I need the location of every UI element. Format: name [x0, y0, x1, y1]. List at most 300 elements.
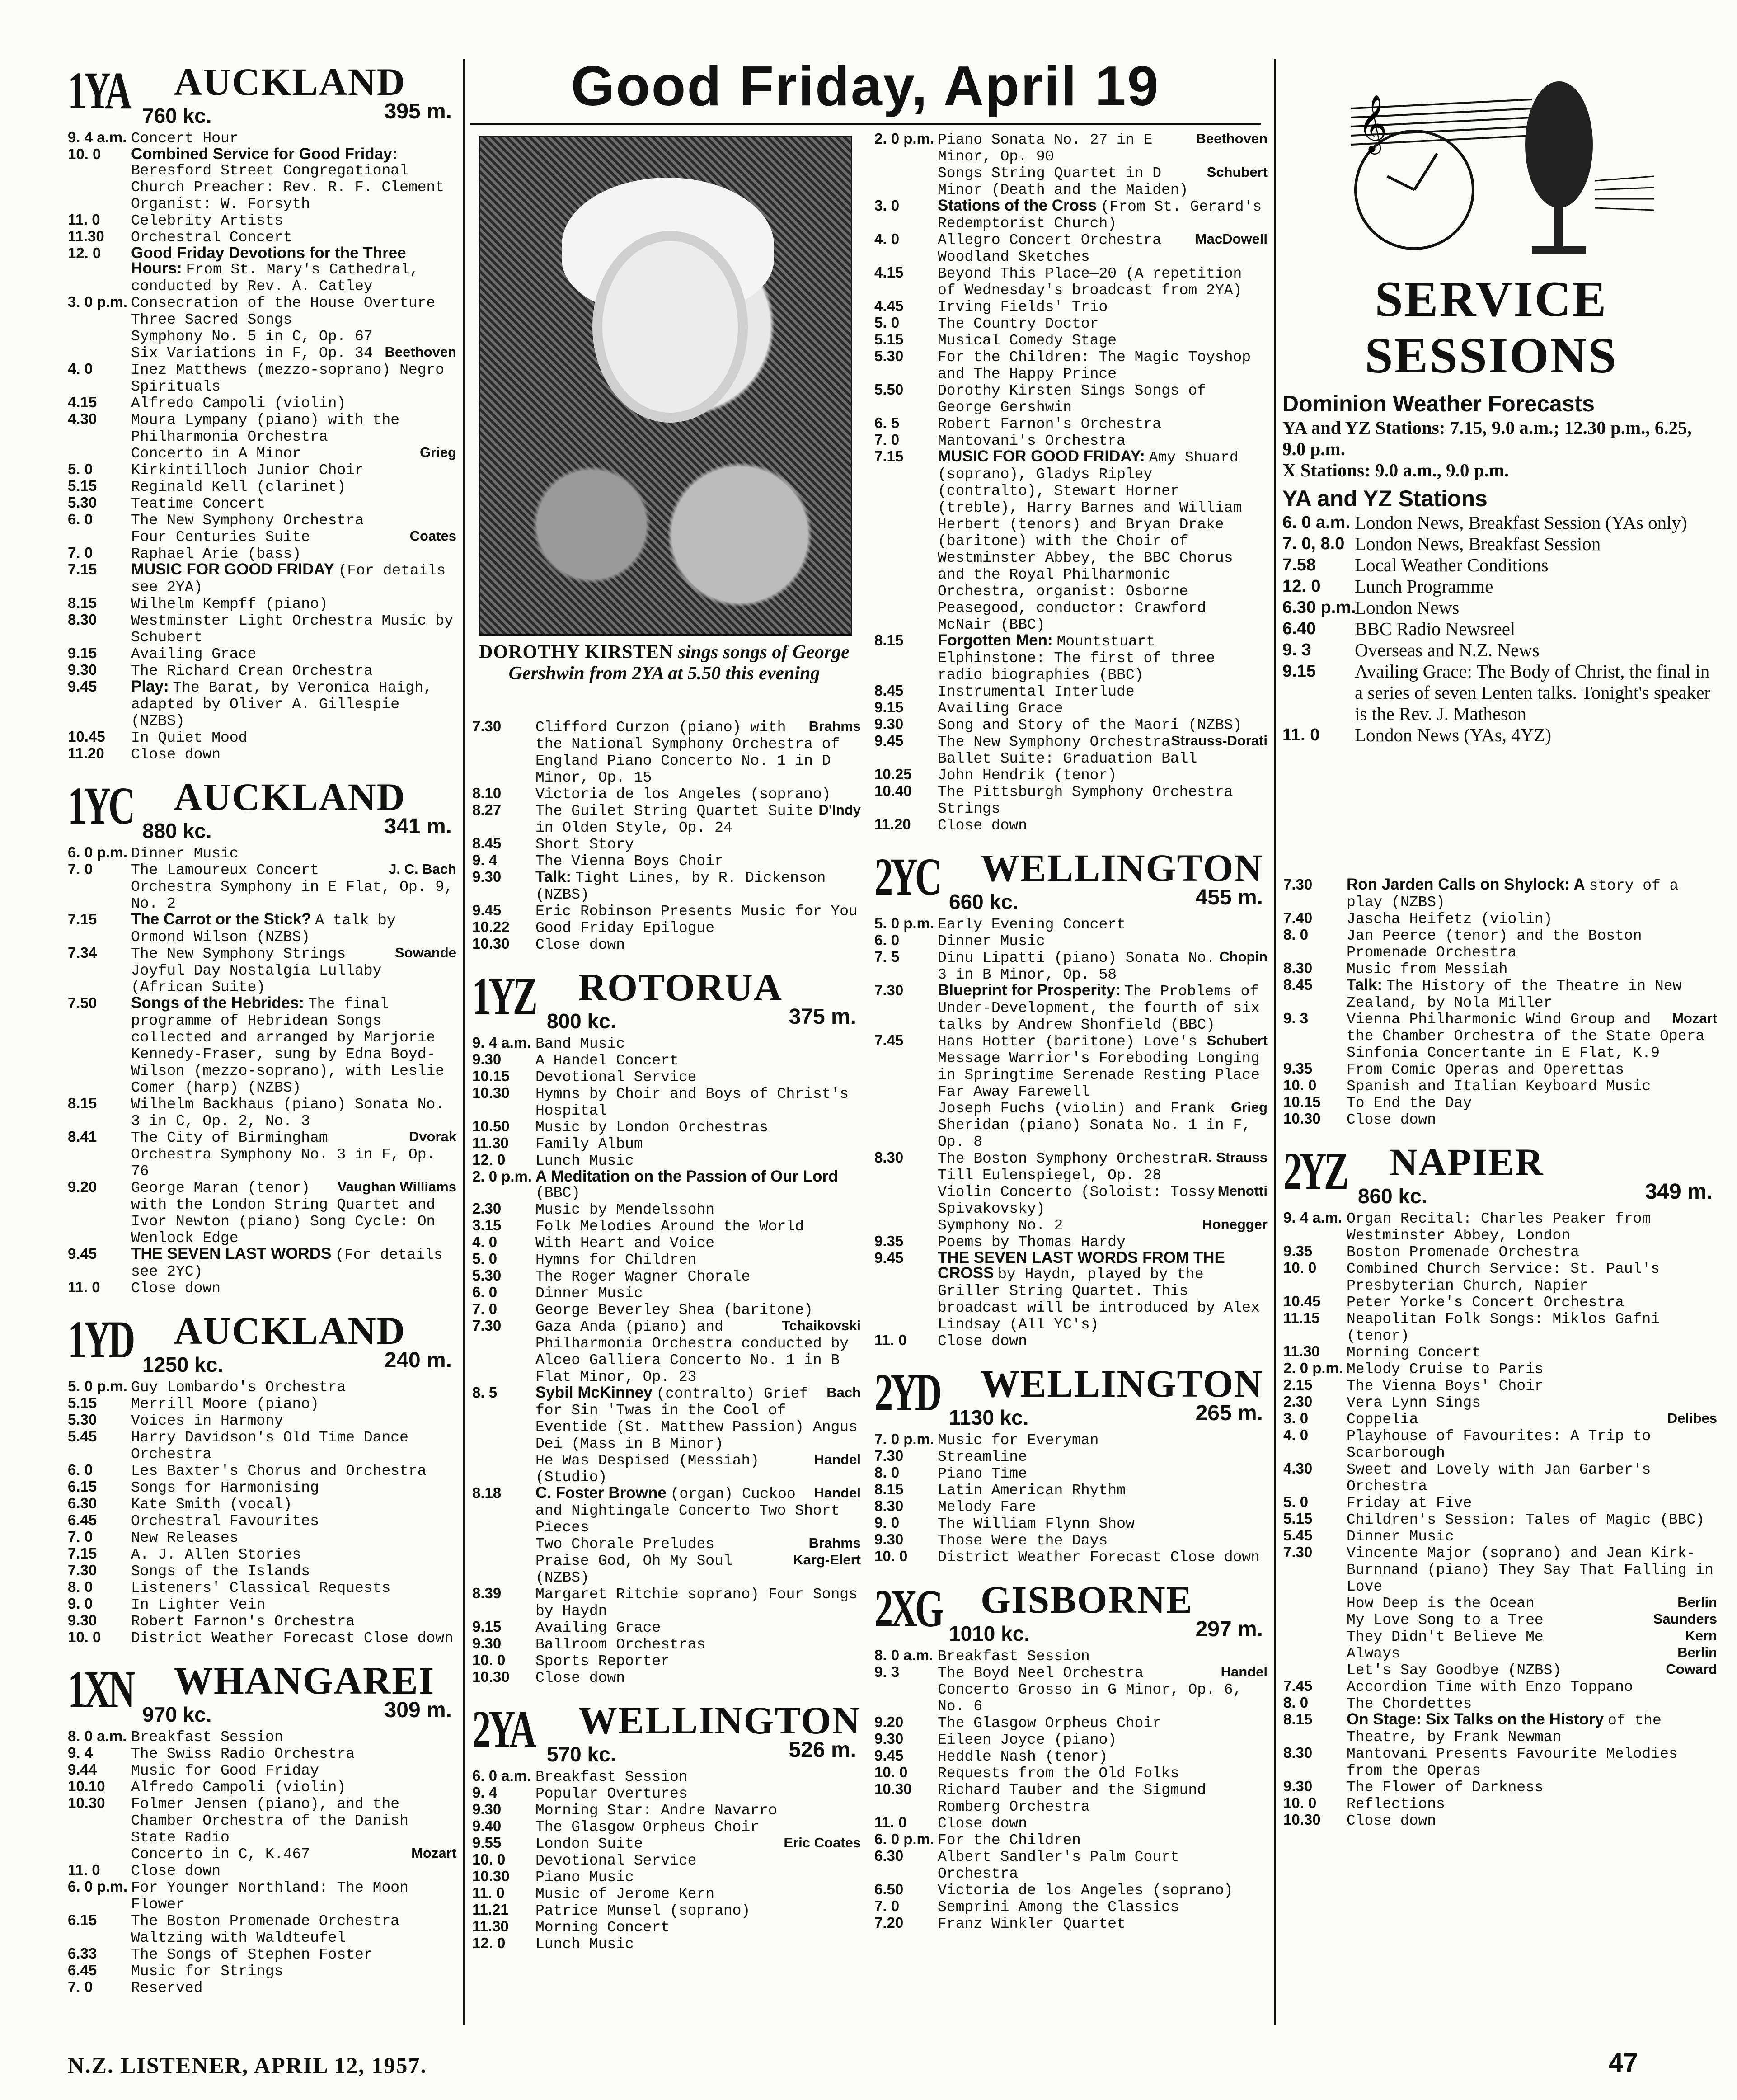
programme-title: Songs String Quartet in D Minor (Death and the Maiden): [938, 165, 1188, 198]
programme-item: [1283, 1662, 1717, 1678]
programme-item: [874, 817, 1268, 833]
programme-item: [68, 595, 456, 612]
station-wavelength: 526 m.: [789, 1738, 856, 1762]
programme-time: 10. 0: [472, 1851, 506, 1868]
programme-item: [68, 344, 456, 361]
programme-item: [68, 512, 456, 528]
programme-time: 7. 0: [68, 1978, 93, 1995]
programme-time: 8.30: [874, 1497, 904, 1514]
programme-title: Breakfast Session: [535, 1769, 688, 1785]
programme-list: [874, 131, 1268, 833]
programme-title: Reserved: [131, 1980, 203, 1996]
programme-time: 6. 0 p.m.: [874, 1831, 934, 1847]
programme-item: [874, 683, 1268, 700]
programme-item: [472, 1785, 861, 1802]
programme-item: [68, 1395, 456, 1412]
programme-title: How Deep is the Ocean: [1347, 1595, 1535, 1612]
station-block: [874, 131, 1268, 833]
programme-item: [874, 1731, 1268, 1748]
programme-item: [1283, 1094, 1717, 1111]
programme-time: 3.15: [472, 1217, 502, 1234]
station-call-sign: 1YD: [68, 1310, 133, 1369]
programme-time: 11. 0: [874, 1332, 907, 1348]
station-frequency: 1130 kc.: [949, 1406, 1029, 1429]
programme-title: Close down: [938, 1333, 1028, 1350]
programme-title: The Glasgow Orpheus Choir: [938, 1715, 1162, 1732]
service-time: 7. 0, 8.0: [1282, 534, 1345, 553]
programme-title: Voices in Harmony: [131, 1413, 283, 1429]
programme-item: [472, 786, 861, 802]
programme-item: [874, 1482, 1268, 1498]
station-frequency: 1010 kc.: [949, 1622, 1030, 1645]
programme-composer: Strauss-Dorati: [1171, 733, 1268, 749]
programme-item: [68, 528, 456, 545]
programme-title: Violin Concerto (Soloist: Tossy Spivakovsky): [938, 1184, 1215, 1217]
station-call-sign: 2YA: [472, 1700, 534, 1759]
programme-time: 10.30: [1283, 1110, 1321, 1127]
programme-title: District Weather Forecast Close down: [938, 1549, 1260, 1566]
station-call-sign: 1YA: [68, 61, 130, 120]
programme-time: 10.30: [472, 1668, 510, 1685]
programme-item: [472, 1919, 861, 1935]
programme-time: 6. 5: [874, 414, 900, 431]
programme-time: 8.30: [1283, 960, 1313, 976]
programme-item: [68, 912, 456, 945]
programme-time: 5.30: [472, 1267, 502, 1284]
programme-item: [1283, 1779, 1717, 1795]
programme-title: story of a play (NZBS): [1347, 877, 1679, 911]
programme-feature: A Meditation on the Passion of Our Lord: [535, 1168, 838, 1185]
station-city: GISBORNE: [981, 1578, 1193, 1621]
programme-time: 6. 0: [68, 511, 93, 527]
programme-item: [472, 1619, 861, 1636]
programme-title: Jan Peerce (tenor) and the Boston Promenade Orchestra: [1347, 928, 1642, 961]
programme-title: Alfredo Campoli (violin): [131, 1779, 346, 1796]
programme-title: To End the Day: [1347, 1095, 1472, 1111]
programme-title: The Lamoureux Concert Orchestra Symphony in E Flat, Op. 9, No. 2: [131, 862, 453, 912]
programme-title: Family Album: [535, 1136, 643, 1153]
programme-list: [472, 1035, 861, 1686]
programme-title: Piano Music: [535, 1869, 634, 1886]
programme-title: The Richard Crean Orchestra: [131, 663, 373, 679]
programme-item: [874, 700, 1268, 716]
programme-item: [68, 1280, 456, 1296]
programme-title: Symphony No. 5 in C, Op. 67: [131, 328, 373, 345]
programme-time: 4. 0: [874, 231, 900, 247]
programme-time: 5. 0 p.m.: [874, 915, 934, 932]
programme-title: by Haydn, played by the Griller String Quartet. This broadcast will be introduced by Alex Lindsay (All YC's): [938, 1266, 1260, 1333]
station-call-sign: 1YZ: [472, 966, 535, 1026]
programme-time: 8.39: [472, 1585, 502, 1601]
programme-item: [68, 478, 456, 495]
programme-item: [68, 1963, 456, 1979]
programme-item: [472, 1852, 861, 1869]
station-frequency: 1250 kc.: [142, 1353, 224, 1376]
programme-composer: Dvorak: [408, 1129, 456, 1144]
programme-time: 8.30: [68, 611, 97, 628]
programme-time: 8.41: [68, 1128, 97, 1145]
programme-title: The Guilet String Quartet Suite in Olden Style, Op. 24: [535, 803, 813, 836]
programme-item: [68, 1846, 456, 1862]
programme-time: 6.33: [68, 1945, 97, 1962]
programme-item: [472, 1385, 861, 1452]
programme-item: [874, 1234, 1268, 1250]
programme-title: Availing Grace: [535, 1620, 661, 1636]
service-time: 6.30 p.m.: [1282, 598, 1356, 617]
programme-time: 11. 0: [68, 1279, 100, 1295]
programme-title: Close down: [938, 1815, 1028, 1832]
programme-title: Playhouse of Favourites: A Trip to Scarborough: [1347, 1428, 1651, 1461]
programme-item: [874, 1100, 1268, 1150]
programme-item: [874, 1549, 1268, 1565]
programme-title: Inez Matthews (mezzo-soprano) Negro Spirituals: [131, 362, 445, 395]
programme-item: [68, 1246, 456, 1280]
programme-title: Vera Lynn Sings: [1347, 1394, 1481, 1411]
programme-title: Dinner Music: [535, 1285, 643, 1302]
photo-caption: [479, 642, 850, 684]
programme-item: [472, 1452, 861, 1485]
programme-item: [874, 1150, 1268, 1183]
programme-item: [68, 146, 456, 212]
station-wavelength: 341 m.: [384, 815, 452, 838]
programme-item: [1283, 1427, 1717, 1461]
programme-title: Early Evening Concert: [938, 916, 1126, 933]
programme-time: 4. 0: [472, 1234, 498, 1250]
programme-title: Westminster Light Orchestra Music by Schubert: [131, 612, 453, 646]
programme-title: Combined Church Service: St. Paul's Presbyterian Church, Napier: [1347, 1261, 1660, 1294]
programme-title: Boston Promenade Orchestra: [1347, 1244, 1579, 1261]
station-call-sign: 2XG: [874, 1579, 942, 1638]
programme-composer: Beethoven: [1196, 131, 1268, 146]
programme-title: Children's Session: Tales of Magic (BBC): [1347, 1511, 1705, 1528]
programme-item: [874, 1714, 1268, 1731]
programme-time: 11.30: [1283, 1343, 1320, 1360]
programme-composer: Brahms: [808, 1535, 861, 1551]
station-call-sign: 2YD: [874, 1363, 939, 1422]
programme-item: [68, 395, 456, 411]
programme-feature: Play:: [131, 678, 169, 695]
programme-item: [1283, 1544, 1717, 1595]
programme-title: (organ) Cuckoo and Nightingale Concerto Two Short Pieces: [535, 1486, 840, 1536]
service-item: [1282, 725, 1716, 746]
programme-item: [874, 932, 1268, 949]
programme-item: [68, 1862, 456, 1879]
programme-feature: Talk:: [1347, 976, 1383, 993]
programme-item: [68, 1745, 456, 1762]
programme-item: [68, 311, 456, 328]
programme-title: Close down: [131, 1863, 221, 1879]
programme-composer: J. C. Bach: [389, 861, 456, 877]
programme-item: [874, 733, 1268, 767]
programme-item: [472, 852, 861, 869]
programme-item: [472, 936, 861, 953]
programme-time: 10. 0: [472, 1652, 506, 1668]
station-city: WELLINGTON: [981, 1362, 1263, 1405]
programme-title: Consecration of the House Overture: [131, 295, 436, 311]
service-title: Local Weather Conditions: [1355, 555, 1549, 575]
column-1: [68, 47, 456, 1996]
programme-item: [472, 1301, 861, 1318]
programme-time: 11.21: [472, 1901, 509, 1918]
station-city: AUCKLAND: [174, 1309, 406, 1352]
station-header: [68, 59, 456, 127]
programme-title: Breakfast Session: [938, 1648, 1090, 1665]
programme-item: [68, 746, 456, 763]
programme-title: Allegro Concert Orchestra Woodland Sketches: [938, 232, 1162, 265]
programme-composer: Grieg: [1231, 1099, 1268, 1115]
station-city: WELLINGTON: [578, 1699, 861, 1742]
programme-time: 6.30: [874, 1847, 904, 1864]
programme-composer: Mozart: [1672, 1010, 1717, 1026]
programme-title: Music of Jerome Kern: [535, 1886, 715, 1902]
programme-item: [1283, 1712, 1717, 1745]
programme-item: [68, 1129, 456, 1179]
station-block: [68, 59, 456, 763]
programme-title: Close down: [131, 1280, 221, 1297]
programme-title: John Hendrik (tenor): [938, 767, 1117, 784]
service-title: London News, Breakfast Session (YAs only): [1355, 512, 1687, 533]
programme-title: Devotional Service: [535, 1852, 697, 1869]
programme-title: Morning Star: Andre Navarro: [535, 1802, 777, 1819]
programme-item: [874, 198, 1268, 231]
programme-list: [68, 1728, 456, 1996]
programme-title: The Boston Symphony Orchestra Till Eulenspiegel, Op. 28: [938, 1150, 1197, 1184]
programme-item: [68, 612, 456, 645]
column-2: [472, 719, 861, 1952]
programme-time: 8.10: [472, 785, 502, 801]
programme-item: [874, 1033, 1268, 1100]
programme-item: [68, 1579, 456, 1596]
programme-time: 10. 0: [874, 1764, 908, 1780]
programme-time: 2.30: [472, 1200, 502, 1217]
programme-title: Robert Farnon's Orchestra: [131, 1613, 355, 1630]
programme-title: Victoria de los Angeles (soprano): [938, 1882, 1233, 1899]
programme-time: 8.30: [874, 1149, 904, 1166]
programme-title: Irving Fields' Trio: [938, 299, 1108, 315]
programme-title: Beyond This Place—20 (A repetition of Wednesday's broadcast from 2YA): [938, 265, 1242, 299]
service-title: BBC Radio Newsreel: [1355, 618, 1516, 639]
programme-composer: Delibes: [1667, 1410, 1717, 1426]
programme-composer: Sowande: [394, 945, 456, 961]
programme-item: [68, 294, 456, 311]
programme-title: Band Music: [535, 1036, 625, 1052]
programme-time: 11.30: [472, 1918, 509, 1935]
programme-item: [68, 729, 456, 746]
programme-title: From St. Mary's Cathedral, conducted by Rev. A. Catley: [131, 261, 419, 295]
programme-title: Hymns by Choir and Boys of Christ's Hospital: [535, 1086, 849, 1119]
programme-title: Morning Concert: [535, 1919, 670, 1936]
programme-time: 9.30: [874, 1531, 904, 1548]
station-header: [68, 1308, 456, 1376]
programme-time: 9.45: [874, 1249, 904, 1266]
programme-item: [68, 1795, 456, 1846]
programme-item: [472, 1802, 861, 1818]
programme-item: [472, 1586, 861, 1619]
svg-text:𝄞: 𝄞: [1358, 94, 1388, 152]
programme-time: 7.30: [472, 1317, 502, 1334]
station-call-sign: 2YZ: [1283, 1141, 1347, 1201]
programme-title: New Releases: [131, 1530, 239, 1546]
programme-title: Close down: [938, 817, 1028, 834]
programme-item: [68, 1779, 456, 1795]
programme-title: They Didn't Believe Me: [1347, 1629, 1544, 1645]
programme-time: 10. 0: [1283, 1259, 1317, 1276]
programme-title: Music by London Orchestras: [535, 1119, 768, 1136]
programme-item: [472, 1485, 861, 1535]
programme-time: 8. 0: [1283, 926, 1309, 943]
programme-title: Dinner Music: [1347, 1528, 1454, 1545]
programme-item: [472, 1135, 861, 1152]
programme-time: 5.15: [68, 477, 97, 494]
programme-time: 5.15: [68, 1394, 97, 1411]
programme-item: [1283, 1494, 1717, 1511]
programme-feature: MUSIC FOR GOOD FRIDAY: [131, 560, 334, 578]
programme-time: 8.15: [874, 1481, 904, 1497]
programme-item: [1283, 977, 1717, 1011]
programme-composer: Handel: [814, 1451, 861, 1467]
programme-item: [1283, 1461, 1717, 1494]
programme-time: 6. 0 p.m.: [68, 844, 128, 861]
programme-title: Dinner Music: [131, 845, 239, 862]
programme-item: [472, 1902, 861, 1919]
station-city: NAPIER: [1390, 1140, 1544, 1184]
programme-item: [472, 1835, 861, 1852]
programme-time: 10.15: [472, 1068, 510, 1084]
programme-item: [472, 1069, 861, 1085]
programme-title: Amy Shuard (soprano), Gladys Ripley (contralto), Stewart Horner (treble), Harry Barnes and William Herbert (tenors) and Bryan Drake (baritone) with the Choir of Westminster Abbey, the BBC Chorus and the Royal Philharmonic Orchestra, organist: Osborne Peasegood, conductor: Crawford McNair (BBC): [938, 449, 1242, 633]
programme-item: [472, 1318, 861, 1385]
programme-title: Accordion Time with Enzo Toppano: [1347, 1679, 1633, 1695]
programme-time: 6. 0: [472, 1284, 498, 1300]
programme-time: 6. 0 a.m.: [472, 1767, 531, 1784]
programme-feature: Stations of the Cross: [938, 197, 1097, 214]
programme-time: 5.30: [874, 348, 904, 364]
programme-item: [68, 1179, 456, 1246]
programme-title: With Heart and Voice: [535, 1235, 715, 1252]
programme-title: Short Story: [535, 836, 634, 853]
programme-title: (For details see 2YC): [131, 1247, 443, 1280]
programme-title: The City of Birmingham Orchestra Symphony No. 3 in F, Op. 76: [131, 1130, 436, 1180]
programme-item: [1283, 927, 1717, 961]
programme-item: [68, 495, 456, 512]
programme-item: [1283, 1411, 1717, 1427]
programme-composer: Karg-Elert: [793, 1552, 861, 1568]
programme-title: Musical Comedy Stage: [938, 332, 1117, 349]
programme-time: 6.45: [68, 1962, 97, 1978]
programme-list: [1283, 877, 1717, 1128]
service-time: 9. 3: [1282, 640, 1311, 659]
programme-title: George Beverley Shea (baritone): [535, 1302, 813, 1318]
programme-title: A. J. Allen Stories: [131, 1546, 301, 1563]
service-item: [1282, 533, 1716, 555]
programme-time: 9.30: [874, 1730, 904, 1747]
programme-item: [472, 1869, 861, 1885]
programme-item: [472, 1935, 861, 1952]
programme-title: The New Symphony Strings Joyful Day Nostalgia Lullaby (African Suite): [131, 946, 382, 996]
programme-title: Music for Good Friday: [131, 1762, 319, 1779]
programme-time: 8.15: [874, 632, 904, 649]
programme-time: 4.15: [874, 264, 904, 281]
programme-item: [68, 645, 456, 662]
station-wavelength: 309 m.: [384, 1698, 452, 1722]
programme-time: 9.30: [472, 1801, 502, 1817]
programme-item: [874, 1781, 1268, 1815]
programme-item: [874, 1664, 1268, 1714]
programme-item: [874, 983, 1268, 1033]
service-time: 12. 0: [1282, 577, 1321, 596]
programme-time: 11.20: [874, 816, 911, 833]
programme-time: 9.30: [68, 1612, 97, 1629]
programme-time: 6. 0: [68, 1461, 93, 1478]
programme-title: Concerto in C, K.467: [131, 1846, 310, 1863]
programme-title: Mountstuart Elphinstone: The first of three radio biographies (BBC): [938, 633, 1215, 683]
programme-time: 3. 0 p.m.: [68, 293, 128, 310]
programme-time: 9.45: [874, 1747, 904, 1764]
programme-item: [472, 1085, 861, 1119]
programme-time: 10.45: [68, 728, 105, 745]
programme-composer: D'Indy: [818, 802, 861, 818]
programme-item: [68, 1879, 456, 1912]
programme-title: Close down: [131, 746, 221, 763]
programme-composer: Eric Coates: [784, 1835, 861, 1850]
programme-item: [472, 869, 861, 903]
station-wavelength: 455 m.: [1195, 885, 1263, 909]
programme-title: Listeners' Classical Requests: [131, 1580, 391, 1596]
programme-item: [1283, 1377, 1717, 1394]
programme-feature: Forgotten Men:: [938, 631, 1053, 649]
station-block: [874, 1361, 1268, 1565]
programme-item: [1283, 1695, 1717, 1712]
programme-list: [68, 845, 456, 1296]
programme-title: The Country Doctor: [938, 315, 1099, 332]
programme-time: 5.30: [68, 1411, 97, 1428]
programme-title: Reflections: [1347, 1796, 1445, 1813]
ya-yz-heading: YA and YZ Stations: [1282, 486, 1488, 511]
programme-title: Music by Mendelssohn: [535, 1201, 715, 1218]
programme-feature: Sybil McKinney: [535, 1384, 653, 1401]
column-3: [874, 131, 1268, 1932]
station-city: WHANGAREI: [174, 1659, 435, 1702]
programme-time: 8.15: [68, 594, 97, 611]
programme-item: [68, 1429, 456, 1462]
caption-text: sings songs of George Gershwin from 2YA at 5.50 this evening: [508, 642, 850, 684]
programme-time: 9.45: [68, 1245, 97, 1262]
programme-title: The Boston Promenade Orchestra Waltzing with Waldteufel: [131, 1913, 400, 1946]
programme-time: 7.40: [1283, 909, 1313, 926]
programme-item: [874, 716, 1268, 733]
programme-title: The Roger Wagner Chorale: [535, 1268, 751, 1285]
publication-footer: N.Z. LISTENER, APRIL 12, 1957.: [68, 2053, 427, 2078]
programme-title: The final programme of Hebridean Songs collected and arranged by Marjorie Kennedy-Fraser, sung by Edna Boyd-Wilson (mezzo-soprano), with Leslie Comer (harp) (NZBS): [131, 996, 445, 1096]
programme-list: [68, 130, 456, 763]
programme-title: Beresford Street Congregational Church Preacher: Rev. R. F. Clement Organist: W. Forsyth: [131, 162, 445, 212]
programme-title: In Quiet Mood: [131, 730, 248, 746]
programme-time: 9.40: [472, 1817, 502, 1834]
station-frequency: 970 kc.: [142, 1703, 212, 1726]
programme-list: [874, 1431, 1268, 1565]
station-call-sign: 2YC: [874, 847, 939, 906]
programme-feature: On Stage: Six Talks on the History: [1347, 1710, 1604, 1728]
programme-composer: Beethoven: [385, 344, 456, 360]
programme-item: [472, 1234, 861, 1251]
programme-composer: Tchaikovski: [781, 1318, 861, 1333]
programme-time: 9.35: [874, 1233, 904, 1249]
programme-title: Raphael Arie (bass): [131, 546, 301, 562]
programme-time: 10.30: [1283, 1811, 1321, 1828]
programme-time: 9. 3: [1283, 1010, 1309, 1026]
programme-title: Music for Strings: [131, 1963, 283, 1980]
programme-time: 9.20: [68, 1178, 97, 1195]
